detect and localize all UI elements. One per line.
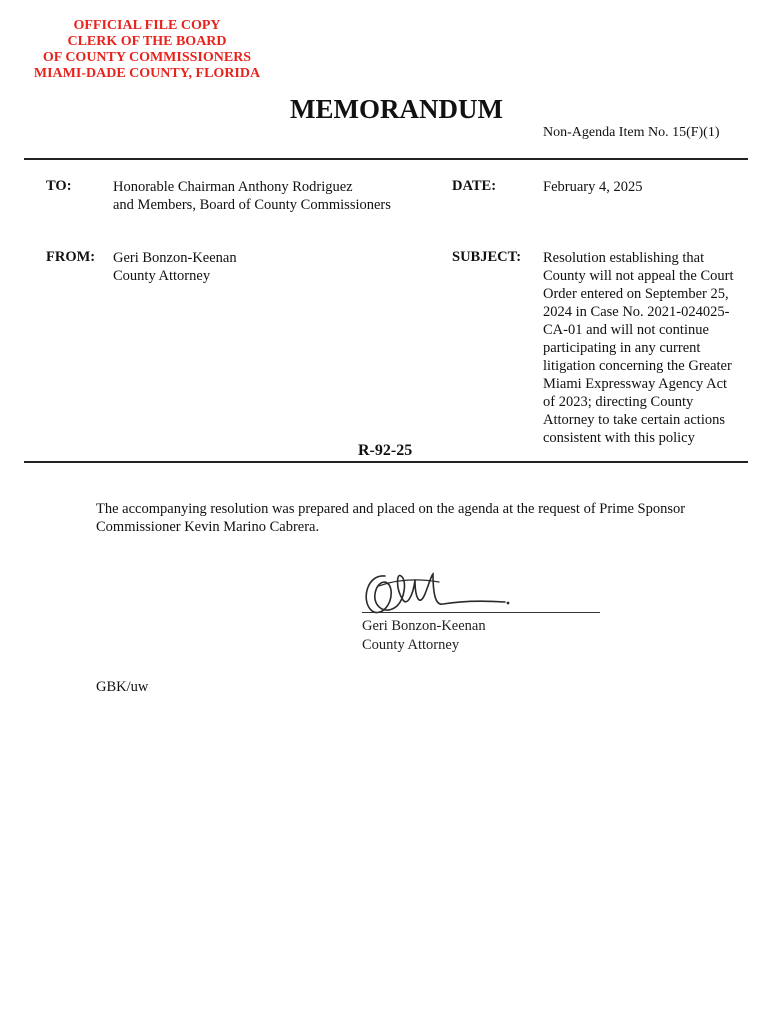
signatory-name: Geri Bonzon-Keenan bbox=[362, 618, 486, 634]
signatory-title: County Attorney bbox=[362, 637, 460, 653]
subject-line: County will not appeal the Court bbox=[543, 268, 734, 284]
header-top-rule bbox=[24, 158, 748, 160]
stamp-line: CLERK OF THE BOARD bbox=[67, 34, 227, 49]
subject-label: SUBJECT: bbox=[452, 249, 522, 265]
subject-line: Order entered on September 25, bbox=[543, 286, 729, 302]
subject-line: of 2023; directing County bbox=[543, 394, 694, 410]
from-line: Geri Bonzon-Keenan bbox=[113, 250, 237, 266]
subject-line: Miami Expressway Agency Act bbox=[543, 376, 728, 392]
date-value: February 4, 2025 bbox=[543, 179, 643, 195]
header-bottom-rule bbox=[24, 461, 748, 463]
to-line: Honorable Chairman Anthony Rodriguez bbox=[113, 179, 353, 195]
subject-line: consistent with this policy bbox=[543, 430, 695, 446]
to-label: TO: bbox=[46, 178, 72, 194]
date-label: DATE: bbox=[452, 178, 497, 194]
subject-line: litigation concerning the Greater bbox=[543, 358, 732, 374]
subject-text bbox=[543, 249, 734, 447]
subject-line: CA-01 and will not continue bbox=[543, 322, 709, 338]
subject-line: Resolution establishing that bbox=[543, 250, 705, 266]
stamp-line: OF COUNTY COMMISSIONERS bbox=[42, 50, 252, 65]
body-line: Commissioner Kevin Marino Cabrera. bbox=[96, 519, 320, 535]
subject-line: Attorney to take certain actions bbox=[543, 412, 725, 428]
resolution-number: R-92-25 bbox=[358, 442, 413, 459]
body-line: The accompanying resolution was prepared and placed on the agenda at the request of Prime Sponsor bbox=[96, 501, 686, 517]
agenda-item-number: Non-Agenda Item No. 15(F)(1) bbox=[543, 125, 720, 140]
official-file-copy-stamp bbox=[22, 18, 272, 82]
subject-line: 2024 in Case No. 2021-024025- bbox=[543, 304, 730, 320]
to-line: and Members, Board of County Commissioners bbox=[113, 197, 391, 213]
memo-title: MEMORANDUM bbox=[290, 94, 503, 124]
memo-body bbox=[96, 500, 736, 536]
from-sender bbox=[113, 249, 237, 285]
to-recipients bbox=[113, 178, 391, 214]
subject-line: participating in any current bbox=[543, 340, 701, 356]
from-line: County Attorney bbox=[113, 268, 211, 284]
stamp-line: MIAMI-DADE COUNTY, FLORIDA bbox=[33, 66, 261, 81]
handwritten-signature bbox=[355, 566, 525, 622]
stamp-line: OFFICIAL FILE COPY bbox=[73, 18, 221, 33]
from-label: FROM: bbox=[46, 249, 96, 265]
signature-line bbox=[362, 612, 600, 613]
typist-initials: GBK/uw bbox=[96, 679, 149, 695]
